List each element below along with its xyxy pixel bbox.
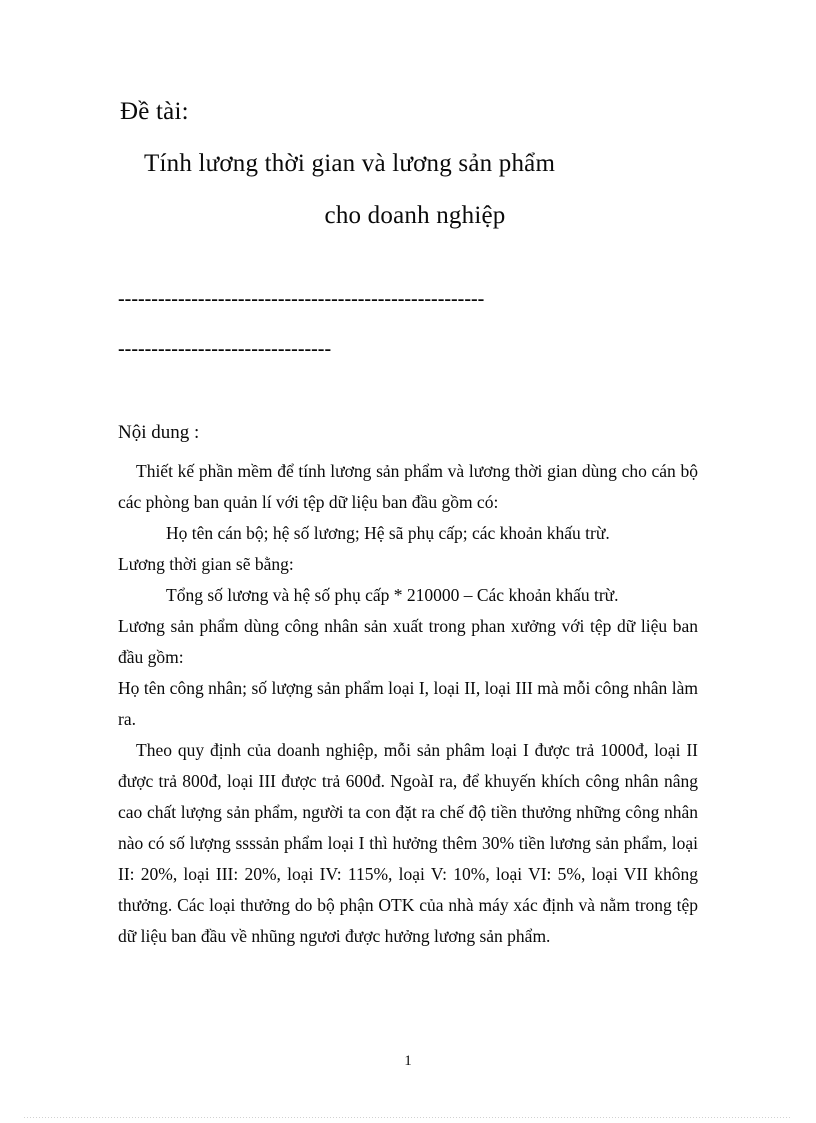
title-line-1: Tính lương thời gian và lương sản phẩm bbox=[144, 150, 556, 177]
separator-rule-2: -------------------------------- bbox=[118, 338, 332, 360]
title-line-2: cho doanh nghiệp bbox=[324, 202, 506, 229]
paragraph-2: Họ tên cán bộ; hệ số lương; Hệ sã phụ cấp; các khoản khấu trừ. bbox=[166, 523, 610, 543]
separator-rule-1: ------------------------------------------------------- bbox=[118, 288, 485, 310]
paragraph-4: Tổng số lương và hệ số phụ cấp * 210000 – Các khoản khấu trừ. bbox=[166, 585, 619, 605]
paragraph-6: Họ tên công nhân; số lượng sản phẩm loại I, loại II, loại III mà mỗi công nhân làm ra. bbox=[118, 678, 698, 729]
content-section bbox=[118, 416, 698, 952]
paragraph-1: Thiết kế phần mềm để tính lương sản phẩm và lương thời gian dùng cho cán bộ các phòng ban quản lí với tệp dữ liệu ban đầu gồm có: bbox=[118, 461, 698, 512]
paragraph-7: Theo quy định của doanh nghiệp, mỗi sản phâm loại I được trả 1000đ, loại II được trả 800đ, loại III được trả 600đ. NgoàI ra, để khuyến khích công nhân nâng cao chất lượng sản phẩm, người ta con đặt ra chế độ tiền thưởng những công nhân nào có số lượng ssssản phẩm loại I thì hưởng thêm 30% tiền lương sản phẩm, loại II: 20%, loại III: 20%, loại IV: 115%, loại V: 10%, loại VI: 5%, loại VII không thưởng. Các loại thưởng do bộ phận OTK của nhà máy xác định và nằm trong tệp dữ liệu ban đầu về nhũng ngươi được hưởng lương sản phẩm. bbox=[118, 740, 698, 946]
scan-artifact-line bbox=[24, 1117, 792, 1118]
paragraph-5: Lương sản phẩm dùng công nhân sản xuất trong phan xưởng với tệp dữ liệu ban đầu gồm: bbox=[118, 616, 698, 667]
title-block bbox=[118, 0, 698, 242]
page-content-column bbox=[118, 0, 698, 952]
paragraph-3: Lương thời gian sẽ bằng: bbox=[118, 554, 294, 574]
separator-block bbox=[118, 274, 698, 374]
title-label: Đề tài: bbox=[120, 98, 189, 125]
page-number: 1 bbox=[404, 1053, 412, 1069]
section-heading: Nội dung : bbox=[118, 422, 200, 443]
